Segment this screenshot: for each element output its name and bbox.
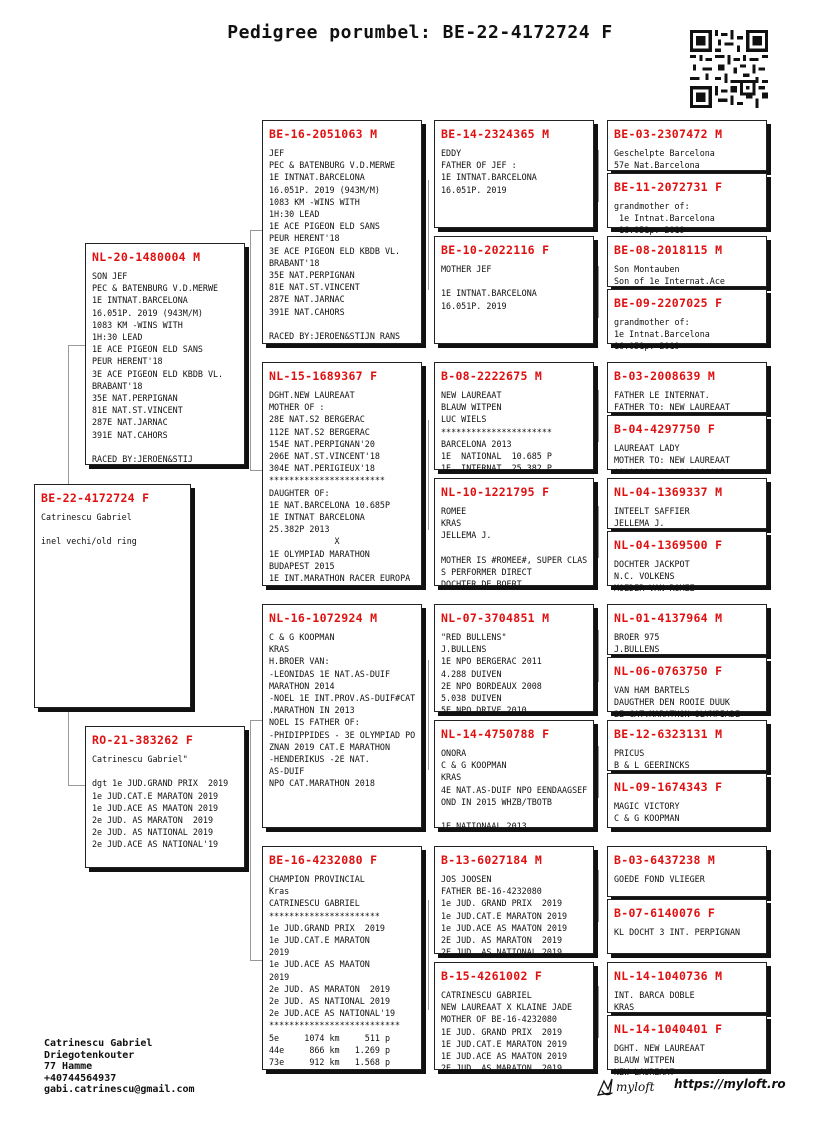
card-g08 — [607, 531, 767, 594]
pedigree-notes: "RED BULLENS" J.BULLENS 1E NPO BERGERAC 2011 4.288 DUIVEN 2E NPO BORDEAUX 2008 5.038 DUIVEN 5E NPO DRIVE 2010 — [441, 632, 542, 716]
ring-number: NL-14-1040736 M — [614, 969, 723, 983]
ring-number: NL-09-1674343 F — [614, 780, 723, 794]
website-link[interactable]: https://myloft.ro — [674, 1077, 786, 1091]
pedigree-notes: JOS JOOSEN FATHER BE-16-4232080 1e JUD. GRAND PRIX 2019 1e JUD.CAT.E MARATON 2019 1e JUD.ACE AS MAATON 2019 2E JUD. AS MARATON 2019 2E JUD. AS NATIONAL 2019 — [441, 874, 568, 958]
ring-number: B-04-4297750 F — [614, 422, 716, 436]
pedigree-notes: MOTHER JEF 1E INTNAT.BARCELONA 16.051P. 2019 — [441, 264, 537, 311]
ring-number: NL-14-4750788 F — [441, 727, 550, 741]
ring-number: BE-12-6323131 M — [614, 727, 723, 741]
owner-contact — [44, 1038, 195, 1096]
ring-number: B-03-2008639 M — [614, 369, 716, 383]
pedigree-notes: C & G KOOPMAN KRAS H.BROER VAN: -LEONIDAS 1E NAT.AS-DUIF MARATHON 2014 -NOEL 1E INT.PROV.AS-DUIF#CAT .MARATHON IN 2013 NOEL IS FATHER OF: -PHIDIPPIDES - 3E OLYMPIAD PO ZNAN 2019 CAT.E MARATHON -HENDERIKUS -2E NAT. AS-DUIF NPO CAT.MARATHON 2018 — [269, 632, 416, 789]
card-subject — [34, 484, 191, 708]
pedigree-notes: CHAMPION PROVINCIAL Kras CATRINESCU GABRIEL ********************** 1e JUD.GRAND PRIX 2019 1e JUD.CAT.E MARATON 2019 1e JUD.ACE AS MAATON 2019 2e JUD. AS MARATON 2019 2e JUD. AS NATIONAL 2019 2e JUD.ACE AS NATIONAL'19 ************************** 5e 1074 km 511 p 44e 866 km 1.269 p 73e 912 km 1.568 p — [269, 874, 401, 1068]
pedigree-notes: EDDY FATHER OF JEF : 1E INTNAT.BARCELONA 16.051P. 2019 — [441, 148, 537, 195]
ring-number: BE-14-2324365 M — [441, 127, 550, 141]
card-fmf — [434, 362, 594, 474]
card-mmf — [434, 846, 594, 958]
ring-number: BE-10-2022116 F — [441, 243, 550, 257]
pedigree-notes: grandmother of: 1e Intnat.Barcelona 16.051p. 2019 — [614, 317, 710, 352]
card-g01 — [607, 120, 767, 171]
ring-number: BE-09-2207025 F — [614, 296, 723, 310]
ring-number: NL-14-1040401 F — [614, 1022, 723, 1036]
pedigree-notes: BROER 975 J.BULLENS — [614, 632, 660, 655]
card-g12 — [607, 773, 767, 828]
pedigree-notes: DGHT. NEW LAUREAAT BLAUW WITPEN NEW LAUREAAT — [614, 1043, 705, 1078]
card-g15 — [607, 962, 767, 1013]
card-fff — [434, 120, 594, 228]
pigeon-icon — [598, 1079, 612, 1095]
card-mff — [434, 604, 594, 716]
card-g13 — [607, 846, 767, 897]
ring-number: B-13-6027184 M — [441, 853, 543, 867]
card-g04 — [607, 289, 767, 352]
card-g07 — [607, 478, 767, 529]
pedigree-notes: KL DOCHT 3 INT. PERPIGNAN — [614, 927, 741, 937]
ring-number: BE-22-4172724 F — [41, 491, 150, 505]
pedigree-notes: DOCHTER JACKPOT N.C. VOLKENS MOEDER VAN ROMEE — [614, 559, 695, 594]
ring-number: NL-07-3704851 M — [441, 611, 550, 625]
ring-number: BE-08-2018115 M — [614, 243, 723, 257]
myloft-logo — [594, 1075, 664, 1099]
card-fmm — [434, 478, 594, 590]
card-mf — [262, 604, 422, 828]
ring-number: B-07-6140076 F — [614, 906, 716, 920]
card-g02 — [607, 173, 767, 236]
ring-number: B-03-6437238 M — [614, 853, 716, 867]
card-g09 — [607, 604, 767, 655]
card-g10 — [607, 657, 767, 720]
card-g16 — [607, 1015, 767, 1078]
pedigree-notes: FATHER LE INTERNAT. FATHER TO: NEW LAUREAAT — [614, 390, 730, 413]
pedigree-notes: JEF PEC & BATENBURG V.D.MERWE 1E INTNAT.BARCELONA 16.051P. 2019 (943M/M) 1083 KM -WINS WITH 1H:30 LEAD 1E ACE PIGEON ELD SANS PEUR HERENT'18 3E ACE PIGEON ELD KBDB VL. BRABANT'18 35E NAT.PERPIGNAN 81E NAT.ST.VINCENT 287E NAT.JARNAC 391E NAT.CAHORS RACED BY:JEROEN&STIJN RANS — [269, 148, 401, 342]
card-mfm — [434, 720, 594, 832]
pedigree-notes: PRICUS B & L GEERINCKS — [614, 748, 690, 771]
pedigree-notes: DGHT.NEW LAUREAAT MOTHER OF : 28E NAT.S2 BERGERAC 112E NAT.S2 BERGERAC 154E NAT.PERPIGNAN'20 206E NAT.ST.VINCENT'18 304E NAT.PERIGIEUX'18 *********************** DAUGHTER OF: 1E NAT.BARCELONA 10.685P 1E INTNAT BARCELONA 25.382P 2013 X 1E OLYMPIAD MARATHON BUDAPEST 2015 1E INT.MARATHON RACER EUROPA — [269, 390, 411, 584]
ring-number: NL-06-0763750 F — [614, 664, 723, 678]
owner-phone: +40744564937 — [44, 1072, 117, 1084]
owner-street: Driegotenkouter — [44, 1049, 135, 1061]
pedigree-notes: GOEDE FOND VLIEGER — [614, 874, 705, 884]
pedigree-notes: grandmother of: 1e Intnat.Barcelona 16.051p. 2019 — [614, 201, 715, 236]
pedigree-notes: Catrinescu Gabriel" dgt 1e JUD.GRAND PRIX 2019 1e JUD.CAT.E MARATON 2019 1e JUD.ACE AS MAATON 2019 2e JUD. AS MARATON 2019 2e JUD. AS NATIONAL 2019 2e JUD.ACE AS NATIONAL'19 — [92, 754, 229, 850]
card-ffm — [434, 236, 594, 344]
owner-email: gabi.catrinescu@gmail.com — [44, 1084, 195, 1096]
ring-number: NL-15-1689367 F — [269, 369, 378, 383]
pedigree-notes: LAUREAAT LADY MOTHER TO: NEW LAUREAAT ********************** — [614, 443, 730, 478]
card-fm — [262, 362, 422, 586]
ring-number: BE-03-2307472 M — [614, 127, 723, 141]
ring-number: B-08-2222675 M — [441, 369, 543, 383]
pedigree-notes: SON JEF PEC & BATENBURG V.D.MERWE 1E INTNAT.BARCELONA 16.051P. 2019 (943M/M) 1083 KM -WINS WITH 1H:30 LEAD 1E ACE PIGEON ELD SANS PEUR HERENT'18 3E ACE PIGEON ELD KBDB VL. BRABANT'18 35E NAT.PERPIGNAN 81E NAT.ST.VINCENT 287E NAT.JARNAC 391E NAT.CAHORS RACED BY:JEROEN&STIJ — [92, 271, 224, 465]
ring-number: NL-16-1072924 M — [269, 611, 378, 625]
card-g11 — [607, 720, 767, 771]
page-title: Pedigree porumbel: BE-22-4172724 F — [227, 22, 613, 43]
card-ff — [262, 120, 422, 344]
ring-number: NL-04-1369337 M — [614, 485, 723, 499]
card-mmm — [434, 962, 594, 1074]
card-mother — [85, 726, 245, 868]
card-father — [85, 243, 245, 465]
card-g06 — [607, 415, 767, 478]
card-g05 — [607, 362, 767, 413]
pedigree-notes: NEW LAUREAAT BLAUW WITPEN LUC WIELS ********************** BARCELONA 2013 1E NATIONAL 10.685 P 1E INTERNAT 25.382 P — [441, 390, 552, 474]
ring-number: BE-11-2072731 F — [614, 180, 723, 194]
svg-text:myloft: myloft — [616, 1080, 655, 1094]
ring-number: NL-10-1221795 F — [441, 485, 550, 499]
ring-number: BE-16-4232080 F — [269, 853, 378, 867]
card-g03 — [607, 236, 767, 287]
pedigree-notes: INT. BARCA DOBLE KRAS — [614, 990, 695, 1013]
ring-number: NL-04-1369500 F — [614, 538, 723, 552]
ring-number: NL-01-4137964 M — [614, 611, 723, 625]
pedigree-notes: INTEELT SAFFIER JELLEMA J. — [614, 506, 690, 529]
pedigree-notes: VAN HAM BARTELS DAUGTHER DEN ROOIE DUUK 2E CAT.MARATHON OLYMPIADE — [614, 685, 741, 720]
pedigree-notes: MAGIC VICTORY C & G KOOPMAN — [614, 801, 680, 824]
ring-number: B-15-4261002 F — [441, 969, 543, 983]
owner-city: 77 Hamme — [44, 1061, 93, 1073]
qr-code — [690, 30, 768, 108]
ring-number: BE-16-2051063 M — [269, 127, 378, 141]
pedigree-notes: CATRINESCU GABRIEL NEW LAUREAAT X KLAINE JADE MOTHER OF BE-16-4232080 1E JUD. GRAND PRIX 2019 1E JUD.CAT.E MARATON 2019 1E JUD.ACE AS MAATON 2019 2E JUD. AS MARATON 2019 — [441, 990, 573, 1074]
ring-number: RO-21-383262 F — [92, 733, 194, 747]
pedigree-notes: ROMEE KRAS JELLEMA J. MOTHER IS #ROMEE#, SUPER CLAS S PERFORMER DIRECT DOCHTER DE BOERT — [441, 506, 588, 590]
pedigree-notes: Catrinescu Gabriel inel vechi/old ring — [41, 512, 137, 547]
card-mm — [262, 846, 422, 1070]
pedigree-notes: Son Montauben Son of 1e Internat.Ace — [614, 264, 725, 287]
card-g14 — [607, 899, 767, 954]
pedigree-notes: Geschelpte Barcelona 57e Nat.Barcelona — [614, 148, 715, 171]
ring-number: NL-20-1480004 M — [92, 250, 201, 264]
pedigree-notes: ONORA C & G KOOPMAN KRAS 4E NAT.AS-DUIF NPO EENDAAGSEF OND IN 2015 WHZB/TBOTB 1E NATIONAAL 2013 — [441, 748, 588, 832]
owner-name: Catrinescu Gabriel — [44, 1038, 153, 1049]
